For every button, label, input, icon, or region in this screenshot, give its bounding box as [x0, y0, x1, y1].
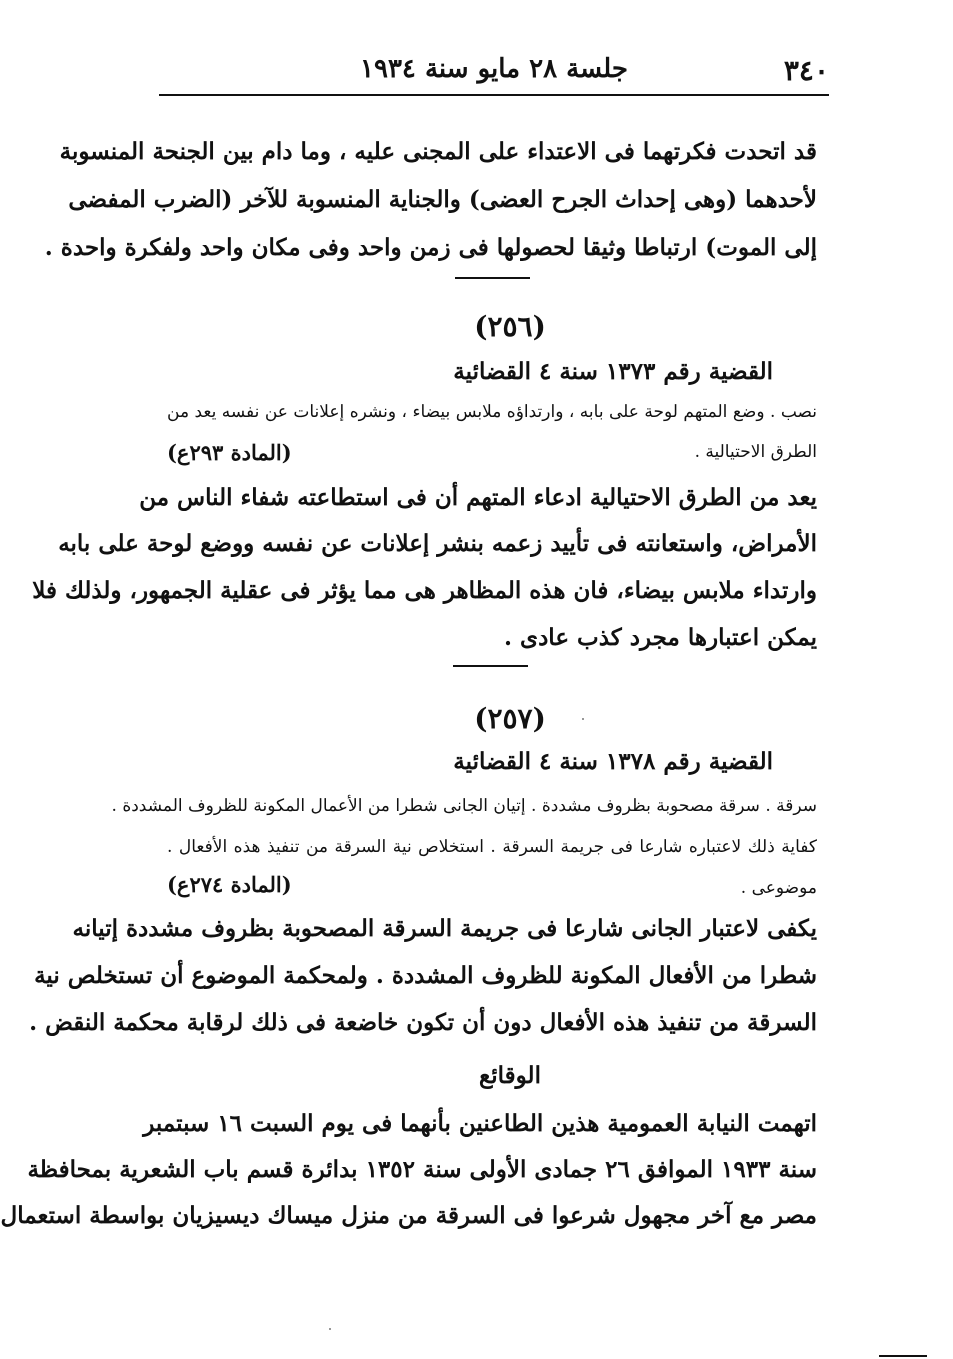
case-number: (٢٥٦) [474, 310, 546, 343]
facts-line: اتهمت النيابة العمومية هذين الطاعنين بأنهما فى يوم السبت ١٦ سبتمبر [143, 1110, 817, 1137]
intro-line-3: إلى الموت) ارتباطا وثيقا لحصولها فى زمن واحد وفى مكان واحد ولفكرة واحدة . [44, 234, 817, 261]
case-body-line: يكفى لاعتبار الجانى شارعا فى جريمة السرقة المصحوبة بظروف مشددة إتيانه [72, 915, 817, 942]
facts-heading: الوقائع [479, 1062, 541, 1089]
bottom-rule [879, 1355, 927, 1357]
scan-speck [582, 718, 584, 720]
case-body-line: يمكن اعتبارها مجرد كذب عادى . [504, 624, 817, 651]
case-summary-line: موضوعى . [740, 878, 817, 898]
case-body-line: الأمراض، واستعانته فى تأييد زعمه بنشر إعلانات عن نفسه ووضع لوحة على بابه [58, 530, 817, 557]
case-body-line: شطرا من الأفعال المكونة للظروف المشددة . ولمحكمة الموضوع أن تستخلص نية [34, 962, 817, 989]
article-reference: (المادة ٢٩٣ع) [167, 440, 292, 465]
page-header [159, 48, 829, 92]
case-summary-line: الطرق الاحتيالية . [694, 442, 817, 462]
case-title: القضية رقم ١٣٧٣ سنة ٤ القضائية [453, 358, 773, 385]
case-body-line: يعد من الطرق الاحتيالية ادعاء المتهم أن فى استطاعته شفاء الناس من [139, 484, 817, 511]
intro-line-1: قد اتحدت فكرتهما فى الاعتداء على المجنى عليه ، وما دام بين الجنحة المنسوبة [59, 138, 817, 165]
article-reference: (المادة ٢٧٤ع) [167, 872, 292, 897]
header-rule [159, 94, 829, 96]
running-title: جلسة ٢٨ مايو سنة ١٩٣٤ [360, 54, 628, 84]
case-title: القضية رقم ١٣٧٨ سنة ٤ القضائية [453, 748, 773, 775]
intro-line-2: لأحدهما (وهى إحداث الجرح العضى) والجناية المنسوبة للآخر (الضرب المفضى [68, 186, 817, 213]
case-body-line: وارتداء ملابس بيضاء، فان هذه المظاهر هى مما يؤثر فى عقلية الجمهور، ولذلك فلا [32, 577, 817, 604]
case-number: (٢٥٧) [474, 702, 546, 735]
section-divider [453, 665, 528, 667]
facts-line: سنة ١٩٣٣ الموافق ٢٦ جمادى الأولى سنة ١٣٥٢ بدائرة قسم باب الشعرية بمحافظة [27, 1156, 817, 1183]
case-summary-line: نصب . وضع المتهم لوحة على بابه ، وارتداؤه ملابس بيضاء ، ونشره إعلانات عن نفسه يعد من [167, 402, 817, 422]
case-summary-line: كفاية ذلك لاعتباره شارعا فى جريمة السرقة . استخلاص نية السرقة من تنفيذ هذه الأفعال . [167, 837, 817, 857]
case-summary-line: سرقة . سرقة مصحوبة بظروف مشددة . إتيان الجانى شطرا من الأعمال المكونة للظروف المشددة . [111, 796, 817, 816]
page-number: ٣٤٠ [783, 54, 829, 87]
case-body-line: السرقة من تنفيذ هذه الأفعال دون أن تكون خاضعة فى ذلك لرقابة محكمة النقض . [29, 1009, 817, 1036]
section-divider [455, 277, 530, 279]
facts-line: مصر مع آخر مجهول شرعوا فى السرقة من منزل ميساك ديسيزيان بواسطة استعمال [0, 1202, 817, 1229]
scan-speck [329, 1328, 331, 1330]
